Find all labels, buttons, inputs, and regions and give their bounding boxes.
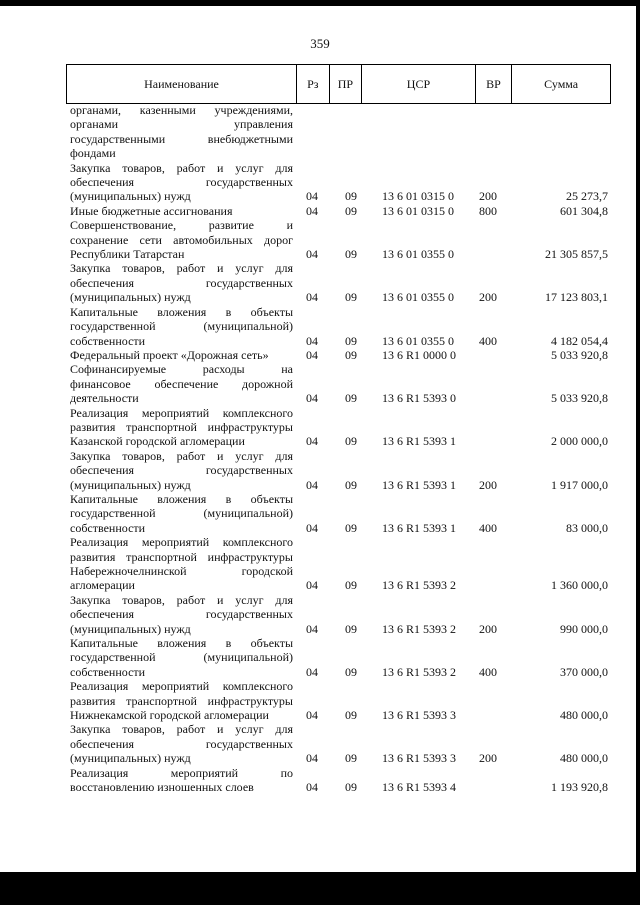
row-vr: 200 xyxy=(479,751,497,766)
row-rz: 04 xyxy=(306,434,318,449)
row-csr: 13 6 R1 5393 2 xyxy=(382,578,457,593)
row-vr: 400 xyxy=(479,333,497,348)
row-sum: 370 000,0 xyxy=(560,664,608,679)
row-pr: 09 xyxy=(345,434,357,449)
row-name-line: государственными внебюджетными xyxy=(70,131,293,146)
row-rz: 04 xyxy=(306,290,318,305)
row-name-line: Нижнекамской городской агломерации xyxy=(70,708,269,723)
row-name-line: Капитальные вложения в объекты xyxy=(70,636,293,651)
row-csr: 13 6 01 0315 0 xyxy=(382,189,454,204)
table-row xyxy=(70,406,610,449)
row-name-line: Закупка товаров, работ и услуг для xyxy=(70,722,293,737)
row-sum: 5 033 920,8 xyxy=(551,347,608,362)
row-name-line: Закупка товаров, работ и услуг для xyxy=(70,448,293,463)
row-sum: 1 917 000,0 xyxy=(551,477,608,492)
row-vr: 400 xyxy=(479,520,497,535)
row-name-line: Иные бюджетные ассигнования xyxy=(70,203,233,218)
row-csr: 13 6 R1 5393 3 xyxy=(382,708,457,723)
row-csr: 13 6 R1 5393 2 xyxy=(382,664,457,679)
row-sum: 5 033 920,8 xyxy=(551,391,608,406)
row-name-line: Реализация мероприятий комплексного xyxy=(70,405,293,420)
row-name-line: развития транспортной инфраструктуры xyxy=(70,693,293,708)
row-csr: 13 6 R1 5393 3 xyxy=(382,751,457,766)
header-sum: Сумма xyxy=(544,76,579,91)
row-csr: 13 6 01 0355 0 xyxy=(382,333,454,348)
row-pr: 09 xyxy=(345,290,357,305)
row-codes xyxy=(70,334,610,348)
row-name-line: собственности xyxy=(70,520,146,535)
header-name: Наименование xyxy=(67,65,297,103)
row-csr: 13 6 R1 5393 1 xyxy=(382,434,457,449)
row-name-line: финансовое обеспечение дорожной xyxy=(70,376,293,391)
table-row xyxy=(70,161,610,204)
row-vr: 200 xyxy=(479,621,497,636)
row-rz: 04 xyxy=(306,520,318,535)
table-row xyxy=(70,103,610,161)
scan-bottom-edge xyxy=(0,872,640,905)
row-name-line: фондами xyxy=(70,146,116,161)
row-pr: 09 xyxy=(345,189,357,204)
table-row xyxy=(70,593,610,636)
row-codes xyxy=(70,247,610,261)
row-codes xyxy=(70,708,610,722)
row-pr: 09 xyxy=(345,391,357,406)
row-name-line: Закупка товаров, работ и услуг для xyxy=(70,160,293,175)
row-name-line: (муниципальных) нужд xyxy=(70,477,191,492)
row-name-line: обеспечения государственных xyxy=(70,736,293,751)
row-name-line: (муниципальных) нужд xyxy=(70,751,191,766)
row-rz: 04 xyxy=(306,578,318,593)
table-row xyxy=(70,679,610,722)
scan-right-edge xyxy=(636,0,640,880)
row-rz: 04 xyxy=(306,664,318,679)
row-sum: 601 304,8 xyxy=(560,203,608,218)
row-sum: 480 000,0 xyxy=(560,751,608,766)
row-rz: 04 xyxy=(306,333,318,348)
row-name-line: (муниципальных) нужд xyxy=(70,621,191,636)
row-name-line: развития транспортной инфраструктуры xyxy=(70,419,293,434)
row-codes xyxy=(70,478,610,492)
row-csr: 13 6 R1 5393 1 xyxy=(382,520,457,535)
row-name-line: Республики Татарстан xyxy=(70,247,185,262)
row-name-line: собственности xyxy=(70,664,146,679)
row-name-line: государственной (муниципальной) xyxy=(70,650,293,665)
row-vr: 400 xyxy=(479,664,497,679)
row-name-line: агломерации xyxy=(70,578,135,593)
table-header xyxy=(66,64,611,104)
row-vr: 200 xyxy=(479,477,497,492)
row-name-line: органами, казенными учреждениями, xyxy=(70,103,293,117)
row-codes xyxy=(70,204,610,218)
row-csr: 13 6 01 0315 0 xyxy=(382,203,454,218)
row-name-line: обеспечения государственных xyxy=(70,175,293,190)
row-csr: 13 6 01 0355 0 xyxy=(382,247,454,262)
row-pr: 09 xyxy=(345,621,357,636)
row-sum: 4 182 054,4 xyxy=(551,333,608,348)
row-name-line: государственной (муниципальной) xyxy=(70,506,293,521)
row-name-line: сохранение сети автомобильных дорог xyxy=(70,232,293,247)
table-row xyxy=(70,204,610,218)
row-codes xyxy=(70,290,610,304)
table-row xyxy=(70,535,610,593)
row-rz: 04 xyxy=(306,708,318,723)
row-name-line: обеспечения государственных xyxy=(70,275,293,290)
row-csr: 13 6 R1 5393 1 xyxy=(382,477,457,492)
row-csr: 13 6 R1 0000 0 xyxy=(382,347,457,362)
row-pr: 09 xyxy=(345,780,357,795)
row-pr: 09 xyxy=(345,520,357,535)
row-codes xyxy=(70,578,610,592)
header-csr: ЦСР xyxy=(362,65,476,103)
scan-top-edge xyxy=(0,0,640,6)
row-pr: 09 xyxy=(345,477,357,492)
row-rz: 04 xyxy=(306,391,318,406)
row-rz: 04 xyxy=(306,751,318,766)
table-row xyxy=(70,449,610,492)
row-rz: 04 xyxy=(306,780,318,795)
row-name-line: развития транспортной инфраструктуры xyxy=(70,549,293,564)
table-row xyxy=(70,492,610,535)
row-name-line: обеспечения государственных xyxy=(70,607,293,622)
row-name-line: Реализация мероприятий комплексного xyxy=(70,535,293,550)
row-vr: 800 xyxy=(479,203,497,218)
row-codes xyxy=(70,665,610,679)
row-sum: 1 360 000,0 xyxy=(551,578,608,593)
row-vr: 200 xyxy=(479,290,497,305)
row-codes xyxy=(70,434,610,448)
row-codes xyxy=(70,189,610,203)
row-name-line: восстановлению изношенных слоев xyxy=(70,780,254,795)
row-name-line: обеспечения государственных xyxy=(70,463,293,478)
row-csr: 13 6 R1 5393 4 xyxy=(382,780,457,795)
table-row xyxy=(70,636,610,679)
row-name-line: Капитальные вложения в объекты xyxy=(70,304,293,319)
row-csr: 13 6 R1 5393 2 xyxy=(382,621,457,636)
row-rz: 04 xyxy=(306,347,318,362)
row-pr: 09 xyxy=(345,347,357,362)
row-name-line: Совершенствование, развитие и xyxy=(70,218,293,233)
row-csr: 13 6 R1 5393 0 xyxy=(382,391,457,406)
row-pr: 09 xyxy=(345,751,357,766)
table-row xyxy=(70,305,610,348)
row-rz: 04 xyxy=(306,189,318,204)
table-row xyxy=(70,261,610,304)
header-rz: Рз xyxy=(297,65,330,103)
row-codes xyxy=(70,751,610,765)
header-pr: ПР xyxy=(330,65,363,103)
row-vr: 200 xyxy=(479,189,497,204)
table-row xyxy=(70,348,610,362)
row-name-line: Реализация мероприятий комплексного xyxy=(70,679,293,694)
row-sum: 1 193 920,8 xyxy=(551,780,608,795)
row-name-line: Капитальные вложения в объекты xyxy=(70,491,293,506)
row-sum: 990 000,0 xyxy=(560,621,608,636)
row-name-line: (муниципальных) нужд xyxy=(70,189,191,204)
row-sum: 2 000 000,0 xyxy=(551,434,608,449)
row-pr: 09 xyxy=(345,247,357,262)
row-pr: 09 xyxy=(345,664,357,679)
row-name-line: Софинансируемые расходы на xyxy=(70,362,293,377)
table-row xyxy=(70,218,610,261)
row-name-line: (муниципальных) нужд xyxy=(70,290,191,305)
row-name-line: деятельности xyxy=(70,391,139,406)
row-sum: 21 305 857,5 xyxy=(545,247,608,262)
row-codes xyxy=(70,348,610,362)
row-pr: 09 xyxy=(345,203,357,218)
page-number: 359 xyxy=(310,36,330,51)
table-row xyxy=(70,722,610,765)
row-codes xyxy=(70,780,610,794)
row-rz: 04 xyxy=(306,247,318,262)
table-row xyxy=(70,362,610,405)
row-codes xyxy=(70,391,610,405)
header-vr: ВР xyxy=(476,65,513,103)
row-codes xyxy=(70,146,610,160)
row-csr: 13 6 01 0355 0 xyxy=(382,290,454,305)
row-codes xyxy=(70,622,610,636)
row-pr: 09 xyxy=(345,333,357,348)
row-sum: 83 000,0 xyxy=(566,520,608,535)
table-row xyxy=(70,766,610,795)
row-sum: 25 273,7 xyxy=(566,189,608,204)
row-name-line: Реализация мероприятий по xyxy=(70,765,293,780)
row-rz: 04 xyxy=(306,203,318,218)
row-name-line: Закупка товаров, работ и услуг для xyxy=(70,261,293,276)
row-rz: 04 xyxy=(306,621,318,636)
row-name-line: собственности xyxy=(70,333,146,348)
row-sum: 17 123 803,1 xyxy=(545,290,608,305)
row-name-line: Федеральный проект «Дорожная сеть» xyxy=(70,347,269,362)
row-codes xyxy=(70,521,610,535)
row-name-line: Казанской городской агломерации xyxy=(70,434,245,449)
row-name-line: органами управления xyxy=(70,117,293,132)
row-pr: 09 xyxy=(345,578,357,593)
row-name-line: Набережночелнинской городской xyxy=(70,564,293,578)
row-name-line: Закупка товаров, работ и услуг для xyxy=(70,592,293,607)
row-sum: 480 000,0 xyxy=(560,708,608,723)
table-body xyxy=(70,103,610,795)
row-pr: 09 xyxy=(345,708,357,723)
row-name-line: государственной (муниципальной) xyxy=(70,319,293,334)
row-rz: 04 xyxy=(306,477,318,492)
